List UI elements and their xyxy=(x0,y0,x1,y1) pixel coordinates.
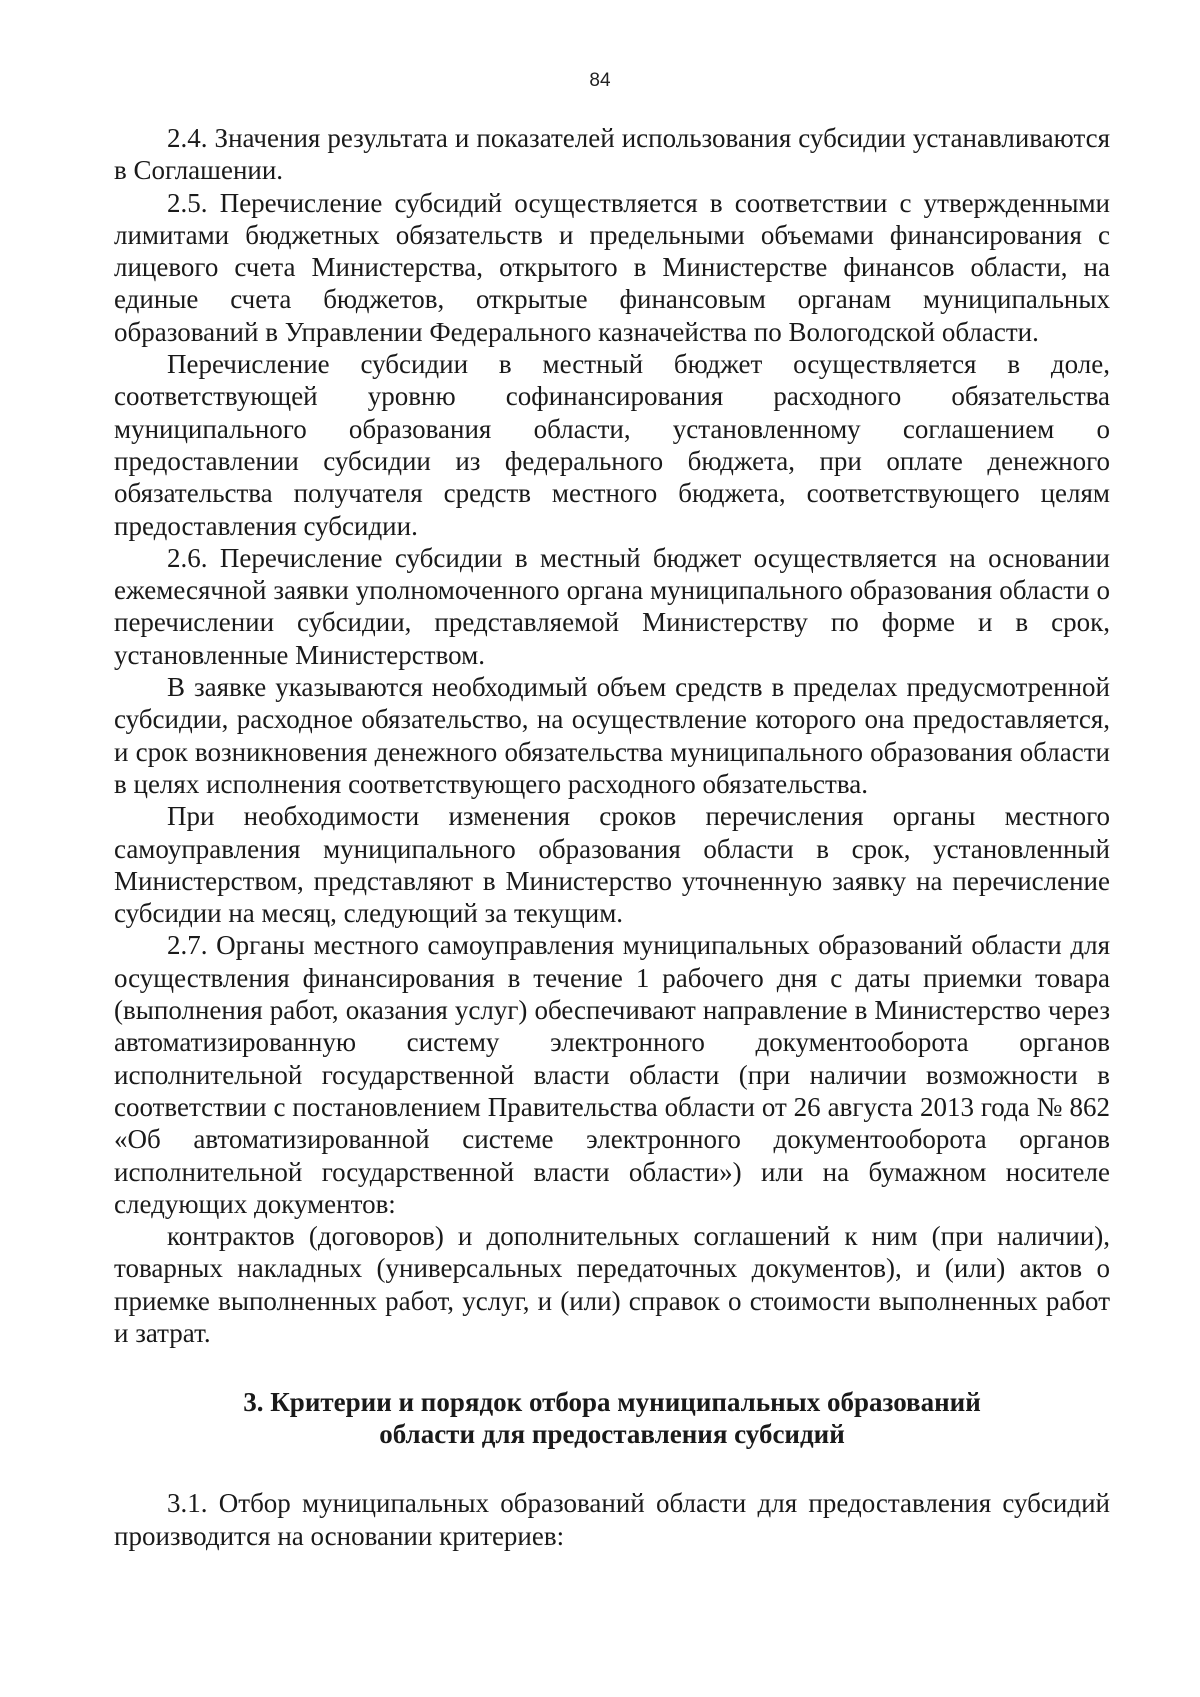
paragraph-2-7: 2.7. Органы местного самоуправления муниципальных образований области для осуществления финансирования в течение 1 рабочего дня с даты приемки товара (выполнения работ, оказания услуг) обеспечивают направление в Министерство через автоматизированную систему электронного документооборота органов исполнительной государственной власти области (при наличии возможности в соответствии с постановлением Правительства области от 26 августа 2013 года № 862 «Об автоматизированной системе электронного документооборота органов исполнительной государственной власти области») или на бумажном носителе следующих документов: xyxy=(114,930,1110,1219)
paragraph-2-4: 2.4. Значения результата и показателей использования субсидии устанавливаются в Соглашении. xyxy=(114,123,1110,186)
page-number: 84 xyxy=(589,70,611,91)
document-body xyxy=(114,122,1110,1552)
paragraph-3-1: 3.1. Отбор муниципальных образований области для предоставления субсидий производится на основании критериев: xyxy=(114,1488,1110,1551)
paragraph-document-list: контрактов (договоров) и дополнительных соглашений к ним (при наличии), товарных накладных (универсальных передаточных документов), и (или) актов о приемке выполненных работ, услуг, и (или) справок о стоимости выполненных работ и затрат. xyxy=(114,1221,1110,1348)
paragraph-transfer-share: Перечисление субсидии в местный бюджет осуществляется в доле, соответствующей уровню софинансирования расходного обязательства муниципального образования области, установленному соглашением о предоставлении субсидии из федерального бюджета, при оплате денежного обязательства получателя средств местного бюджета, соответствующего целям предоставления субсидии. xyxy=(114,349,1110,541)
paragraph-term-change: При необходимости изменения сроков перечисления органы местного самоуправления муниципального образования области в срок, установленный Министерством, представляют в Министерство уточненную заявку на перечисление субсидии на месяц, следующий за текущим. xyxy=(114,801,1110,929)
section-3-heading-line-2: области для предоставления субсидий xyxy=(379,1419,845,1450)
paragraph-application-contents: В заявке указываются необходимый объем средств в пределах предусмотренной субсидии, расходное обязательство, на осуществление которого она предоставляется, и срок возникновения денежного обязательства муниципального образования области в целях исполнения соответствующего расходного обязательства. xyxy=(114,672,1110,799)
section-3-heading-line-1: 3. Критерии и порядок отбора муниципальных образований xyxy=(243,1387,981,1418)
paragraph-2-5: 2.5. Перечисление субсидий осуществляется в соответствии с утвержденными лимитами бюджетных обязательств и предельными объемами финансирования с лицевого счета Министерства, открытого в Министерстве финансов области, на единые счета бюджетов, открытые финансовым органам муниципальных образований в Управлении Федерального казначейства по Вологодской области. xyxy=(114,187,1110,347)
paragraph-2-6: 2.6. Перечисление субсидии в местный бюджет осуществляется на основании ежемесячной заявки уполномоченного органа муниципального образования области о перечислении субсидии, представляемой Министерству по форме и в срок, установленные Министерством. xyxy=(114,542,1110,670)
section-3-heading xyxy=(114,1386,1110,1450)
